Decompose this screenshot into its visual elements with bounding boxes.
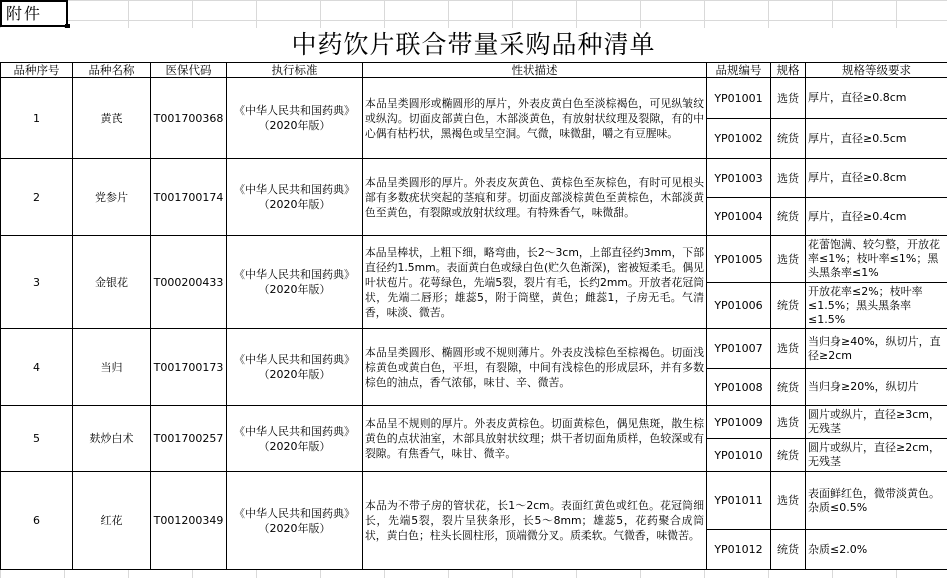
row-standard[interactable]: 《中华人民共和国药典》（2020年版） [227,472,363,570]
spec-id[interactable]: YP01009 [707,406,771,439]
spec-requirement[interactable]: 厚片，直径≥0.8cm [806,78,947,119]
row-description[interactable]: 本品呈不规则的厚片。外表皮黄棕色。切面黄棕色，偶见焦斑，散生棕黄色的点状油室，木部具放射状纹理；烘干者切面角质样，色较深或有裂隙。有焦香气，味甘、微辛。 [363,406,707,472]
spec-requirement[interactable]: 圆片或纵片，直径≥2cm，无残茎 [806,439,947,472]
page-title: 中药饮片联合带量采购品种清单 [0,28,947,62]
table-row [1,236,947,283]
row-no[interactable]: 5 [1,406,73,472]
row-description[interactable]: 本品呈类圆形、椭圆形或不规则薄片。外表皮浅棕色至棕褐色。切面浅棕黄色或黄白色，平坦，有裂隙，中间有浅棕色的形成层环，并有多数棕色的油点，香气浓郁，味甘、辛、微苦。 [363,329,707,406]
spec-requirement[interactable]: 当归身≥40%，纵切片，直径≥2cm [806,329,947,369]
spec-requirement[interactable]: 表面鲜红色，微带淡黄色。杂质≤0.5% [806,472,947,530]
col-header-grade[interactable]: 规格 [771,63,806,78]
row-name[interactable]: 金银花 [73,236,151,329]
row-standard[interactable]: 《中华人民共和国药典》（2020年版） [227,406,363,472]
spec-requirement[interactable]: 厚片，直径≥0.5cm [806,119,947,159]
spec-grade[interactable]: 统货 [771,369,806,406]
row-description[interactable]: 本品呈类圆形或椭圆形的厚片，外表皮黄白色至淡棕褐色，可见纵皱纹或纵沟。切面皮部黄白色，木部淡黄色，有放射状纹理及裂隙，有的中心偶有枯朽状，黑褐色或呈空洞。气微，味微甜，嚼之有豆腥味。 [363,78,707,159]
row-description[interactable]: 本品为不带子房的管状花，长1～2cm。表面红黄色或红色。花冠筒细长，先端5裂，裂片呈狭条形，长5～8mm；雄蕊5，花药聚合成筒状，黄白色；柱头长圆柱形，顶端微分叉。质柔软。气微香，味微苦。 [363,472,707,570]
row-description[interactable]: 本品呈棒状，上粗下细，略弯曲，长2～3cm，上部直径约3mm，下部直径约1.5mm。表面黄白色或绿白色(贮久色渐深)，密被短柔毛。偶见叶状苞片。花萼绿色，先端5裂，裂片有毛，长约2mm。开放者花冠筒状，先端二唇形；雄蕊5，附于筒壁，黄色；雌蕊1，子房无毛。气清香，味淡、微苦。 [363,236,707,329]
col-header-spec-id[interactable]: 品规编号 [707,63,771,78]
spec-id[interactable]: YP01006 [707,283,771,329]
spec-id[interactable]: YP01010 [707,439,771,472]
spec-grade[interactable]: 统货 [771,283,806,329]
row-name[interactable]: 黄芪 [73,78,151,159]
row-standard[interactable]: 《中华人民共和国药典》（2020年版） [227,236,363,329]
row-name[interactable]: 麸炒白术 [73,406,151,472]
table-row [1,78,947,119]
row-name[interactable]: 当归 [73,329,151,406]
col-header-name[interactable]: 品种名称 [73,63,151,78]
col-header-no[interactable]: 品种序号 [1,63,73,78]
row-standard[interactable]: 《中华人民共和国药典》（2020年版） [227,78,363,159]
spec-id[interactable]: YP01012 [707,530,771,570]
spec-grade[interactable]: 选货 [771,329,806,369]
spec-id[interactable]: YP01003 [707,159,771,198]
spec-grade[interactable]: 选货 [771,78,806,119]
row-standard[interactable]: 《中华人民共和国药典》（2020年版） [227,159,363,236]
col-header-description[interactable]: 性状描述 [363,63,707,78]
row-description[interactable]: 本品呈类圆形的厚片。外表皮灰黄色、黄棕色至灰棕色，有时可见根头部有多数疣状突起的茎痕和芽。切面皮部淡棕黄色至黄棕色，木部淡黄色至黄色，有裂隙或放射状纹理。有特殊香气，味微甜。 [363,159,707,236]
spec-grade[interactable]: 选货 [771,472,806,530]
spec-grade[interactable]: 选货 [771,406,806,439]
spec-id[interactable]: YP01002 [707,119,771,159]
row-no[interactable]: 1 [1,78,73,159]
spec-requirement[interactable]: 花蕾饱满、较匀整，开放花率≤1%；枝叶率≤1%；黑头黑条率≤1% [806,236,947,283]
table-row [1,329,947,369]
row-no[interactable]: 2 [1,159,73,236]
spec-id[interactable]: YP01011 [707,472,771,530]
spec-requirement[interactable]: 开放花率≤2%；枝叶率≤1.5%；黑头黑条率≤1.5% [806,283,947,329]
row-no[interactable]: 4 [1,329,73,406]
table-row [1,406,947,439]
spec-requirement[interactable]: 杂质≤2.0% [806,530,947,570]
spec-id[interactable]: YP01008 [707,369,771,406]
spec-id[interactable]: YP01004 [707,198,771,236]
header-row [1,63,947,78]
row-code[interactable]: T001700257 [151,406,227,472]
col-header-code[interactable]: 医保代码 [151,63,227,78]
spec-grade[interactable]: 统货 [771,198,806,236]
row-code[interactable]: T000200433 [151,236,227,329]
spec-grade[interactable]: 统货 [771,530,806,570]
spec-id[interactable]: YP01007 [707,329,771,369]
row-standard[interactable]: 《中华人民共和国药典》（2020年版） [227,329,363,406]
spec-id[interactable]: YP01001 [707,78,771,119]
row-code[interactable]: T001700174 [151,159,227,236]
row-no[interactable]: 3 [1,236,73,329]
spec-requirement[interactable]: 圆片或纵片，直径≥3cm，无残茎 [806,406,947,439]
spec-requirement[interactable]: 当归身≥20%，纵切片 [806,369,947,406]
row-code[interactable]: T001200349 [151,472,227,570]
spec-grade[interactable]: 统货 [771,439,806,472]
row-no[interactable]: 6 [1,472,73,570]
row-code[interactable]: T001700368 [151,78,227,159]
row-name[interactable]: 党参片 [73,159,151,236]
col-header-standard[interactable]: 执行标准 [227,63,363,78]
row-code[interactable]: T001700173 [151,329,227,406]
table-row [1,159,947,198]
spec-requirement[interactable]: 厚片，直径≥0.4cm [806,198,947,236]
spec-grade[interactable]: 统货 [771,119,806,159]
appendix-cell[interactable]: 附件 [0,0,68,27]
table-row [1,472,947,530]
spec-requirement[interactable]: 厚片，直径≥0.8cm [806,159,947,198]
spec-grade[interactable]: 选货 [771,236,806,283]
spec-id[interactable]: YP01005 [707,236,771,283]
row-name[interactable]: 红花 [73,472,151,570]
col-header-requirement[interactable]: 规格等级要求 [806,63,947,78]
procurement-table [0,62,947,570]
spec-grade[interactable]: 选货 [771,159,806,198]
